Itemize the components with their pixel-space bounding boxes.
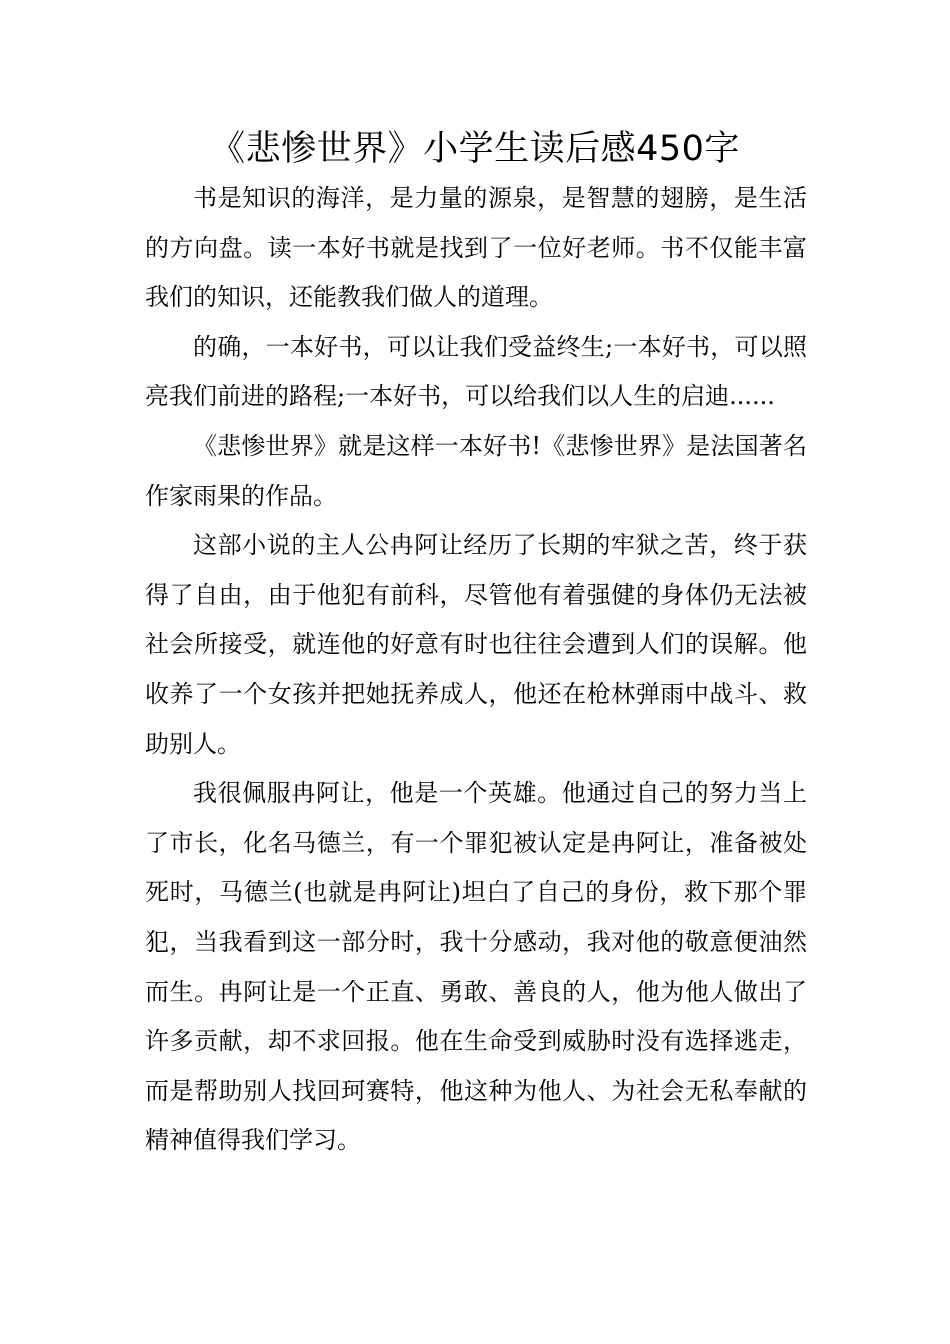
paragraph: 书是知识的海洋，是力量的源泉，是智慧的翅膀，是生活的方向盘。读一本好书就是找到了一位好老师。书不仅能丰富我们的知识，还能教我们做人的道理。 — [145, 184, 807, 312]
paragraph: 《悲惨世界》就是这样一本好书!《悲惨世界》是法国著名作家雨果的作品。 — [145, 431, 807, 510]
paragraph: 的确，一本好书，可以让我们受益终生;一本好书，可以照亮我们前进的路程;一本好书，可以给我们以人生的启迪...... — [145, 332, 807, 411]
document-title: 《悲惨世界》小学生读后感450字 — [210, 129, 740, 169]
paragraph: 我很佩服冉阿让，他是一个英雄。他通过自己的努力当上了市长，化名马德兰，有一个罪犯被认定是冉阿让，准备被处死时，马德兰(也就是冉阿让)坦白了自己的身份，救下那个罪犯，当我看到这一部分时，我十分感动，我对他的敬意便油然而生。冉阿让是一个正直、勇敢、善良的人，他为他人做出了许多贡献，却不求回报。他在生命受到威胁时没有选择逃走，而是帮助别人找回珂赛特，他这种为他人、为社会无私奉献的精神值得我们学习。 — [145, 779, 807, 1155]
paragraph: 这部小说的主人公冉阿让经历了长期的牢狱之苦，终于获得了自由，由于他犯有前科，尽管他有着强健的身体仍无法被社会所接受，就连他的好意有时也往往会遭到人们的误解。他收养了一个女孩并把她抚养成人，他还在枪林弹雨中战斗、救助别人。 — [145, 531, 807, 758]
document-body — [145, 174, 807, 1166]
